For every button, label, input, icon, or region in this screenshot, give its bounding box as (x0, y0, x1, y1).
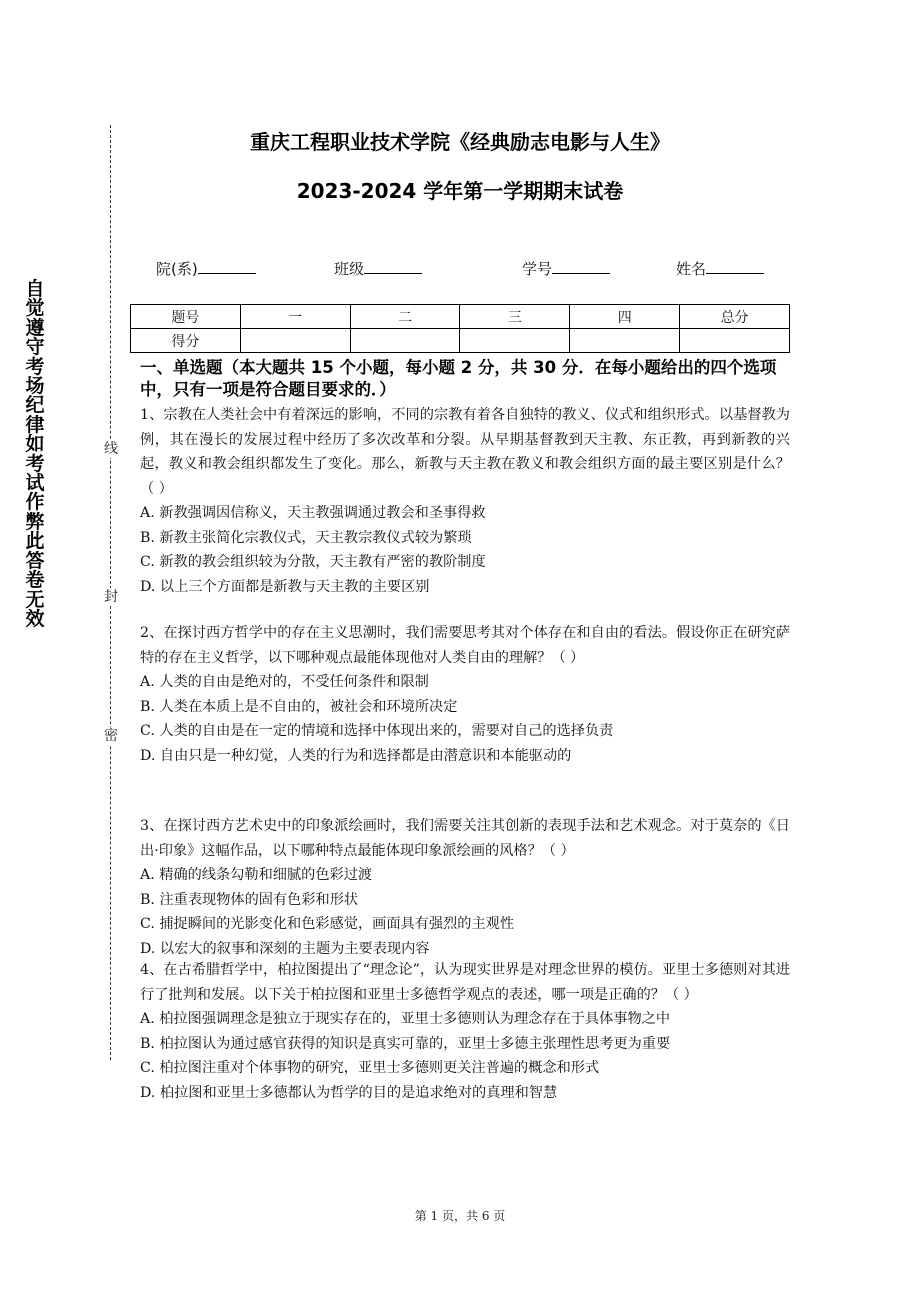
option-d[interactable]: D. 以宏大的叙事和深刻的主题为主要表现内容 (140, 940, 430, 957)
option-c[interactable]: C. 人类的自由是在一定的情境和选择中体现出来的，需要对自己的选择负责 (140, 723, 614, 739)
page-number: 第 1 页，共 6 页 (414, 1209, 506, 1223)
question-3 (140, 814, 790, 961)
score-table-header-row (131, 305, 790, 329)
student-id-label: 学号 (522, 260, 553, 278)
question-stem: 4、在古希腊哲学中，柏拉图提出了“理念论”，认为现实世界是对理念世界的模仿。亚里士多德则对其进行了批判和发展。以下关于柏拉图和亚里士多德哲学观点的表述，哪一项是正确的？（ ） (140, 962, 790, 1003)
score-header-cell: 四 (570, 305, 680, 329)
student-info-row (0, 258, 920, 280)
name-label: 姓名 (676, 260, 707, 278)
score-header-cell: 题号 (131, 305, 241, 329)
score-header-cell: 一 (240, 305, 350, 329)
student-id-blank[interactable] (552, 259, 610, 274)
option-c[interactable]: C. 新教的教会组织较为分散，天主教有严密的教阶制度 (140, 554, 486, 570)
name-blank[interactable] (706, 259, 764, 274)
section-title: 一、单选题（本大题共 15 个小题，每小题 2 分，共 30 分．在每小题给出的四个选项中，只有一项是符合题目要求的．） (140, 358, 777, 399)
option-b[interactable]: B. 新教主张简化宗教仪式，天主教宗教仪式较为繁琐 (140, 529, 472, 546)
score-cell[interactable] (570, 329, 680, 353)
score-cell[interactable] (460, 329, 570, 353)
option-a[interactable]: A. 人类的自由是绝对的，不受任何条件和限制 (140, 674, 429, 690)
score-header-cell: 二 (350, 305, 460, 329)
option-d[interactable]: D. 柏拉图和亚里士多德都认为哲学的目的是追求绝对的真理和智慧 (140, 1084, 558, 1101)
option-a[interactable]: A. 新教强调因信称义，天主教强调通过教会和圣事得救 (140, 505, 486, 521)
score-cell[interactable] (350, 329, 460, 353)
cut-mark-seal: 封 (104, 589, 118, 605)
option-b[interactable]: B. 柏拉图认为通过感官获得的知识是真实可靠的，亚里士多德主张理性思考更为重要 (140, 1035, 671, 1052)
option-c[interactable]: C. 捕捉瞬间的光影变化和色彩感觉，画面具有强烈的主观性 (140, 916, 515, 932)
exam-discipline-notice: 自觉遵守考场纪律如考试作弊此答卷无效 (25, 278, 45, 630)
question-stem: 2、在探讨西方哲学中的存在主义思潮时，我们需要思考其对个体存在和自由的看法。假设你正在研究萨特的存在主义哲学，以下哪种观点最能体现他对人类自由的理解？（ ） (140, 625, 790, 666)
option-b[interactable]: B. 人类在本质上是不自由的，被社会和环境所决定 (140, 698, 458, 715)
score-table-score-row (131, 329, 790, 353)
score-cell[interactable] (240, 329, 350, 353)
class-blank[interactable] (364, 259, 422, 274)
class-label: 班级 (334, 260, 365, 278)
class-field[interactable] (334, 258, 422, 279)
option-a[interactable]: A. 精确的线条勾勒和细腻的色彩过渡 (140, 867, 373, 883)
exam-title-line2: 2023-2024 学年第一学期期末试卷 (296, 179, 624, 203)
option-d[interactable]: D. 以上三个方面都是新教与天主教的主要区别 (140, 578, 430, 595)
score-table (130, 304, 790, 353)
score-cell[interactable] (680, 329, 790, 353)
score-header-cell: 三 (460, 305, 570, 329)
college-field[interactable] (156, 258, 256, 279)
student-id-field[interactable] (522, 258, 610, 279)
option-a[interactable]: A. 柏拉图强调理念是独立于现实存在的，亚里士多德则认为理念存在于具体事物之中 (140, 1011, 671, 1027)
name-field[interactable] (676, 258, 764, 279)
question-stem: 1、宗教在人类社会中有着深远的影响，不同的宗教有着各自独特的教义、仪式和组织形式。以基督教为例，其在漫长的发展过程中经历了多次改革和分裂。从早期基督教到天主教、东正教，再到新教的兴起，教义和教会组织都发生了变化。那么，新教与天主教在教义和教会组织方面的最主要区别是什么？（ ） (140, 407, 790, 497)
cut-mark-line: 线 (104, 441, 118, 457)
question-2 (140, 621, 790, 768)
option-b[interactable]: B. 注重表现物体的固有色彩和形状 (140, 891, 359, 908)
college-blank[interactable] (198, 259, 256, 274)
exam-title-line1: 重庆工程职业技术学院《经典励志电影与人生》 (250, 130, 670, 154)
college-label: 院(系) (156, 260, 198, 278)
option-c[interactable]: C. 柏拉图注重对个体事物的研究，亚里士多德则更关注普遍的概念和形式 (140, 1060, 600, 1076)
question-stem: 3、在探讨西方艺术史中的印象派绘画时，我们需要关注其创新的表现手法和艺术观念。对于莫奈的《日出·印象》这幅作品，以下哪种特点最能体现印象派绘画的风格？（ ） (140, 818, 790, 859)
cut-mark-secret: 密 (104, 728, 118, 744)
score-row-label: 得分 (131, 329, 241, 353)
score-header-cell: 总分 (680, 305, 790, 329)
question-4 (140, 958, 790, 1105)
option-d[interactable]: D. 自由只是一种幻觉，人类的行为和选择都是由潜意识和本能驱动的 (140, 747, 572, 764)
question-1 (140, 403, 790, 599)
